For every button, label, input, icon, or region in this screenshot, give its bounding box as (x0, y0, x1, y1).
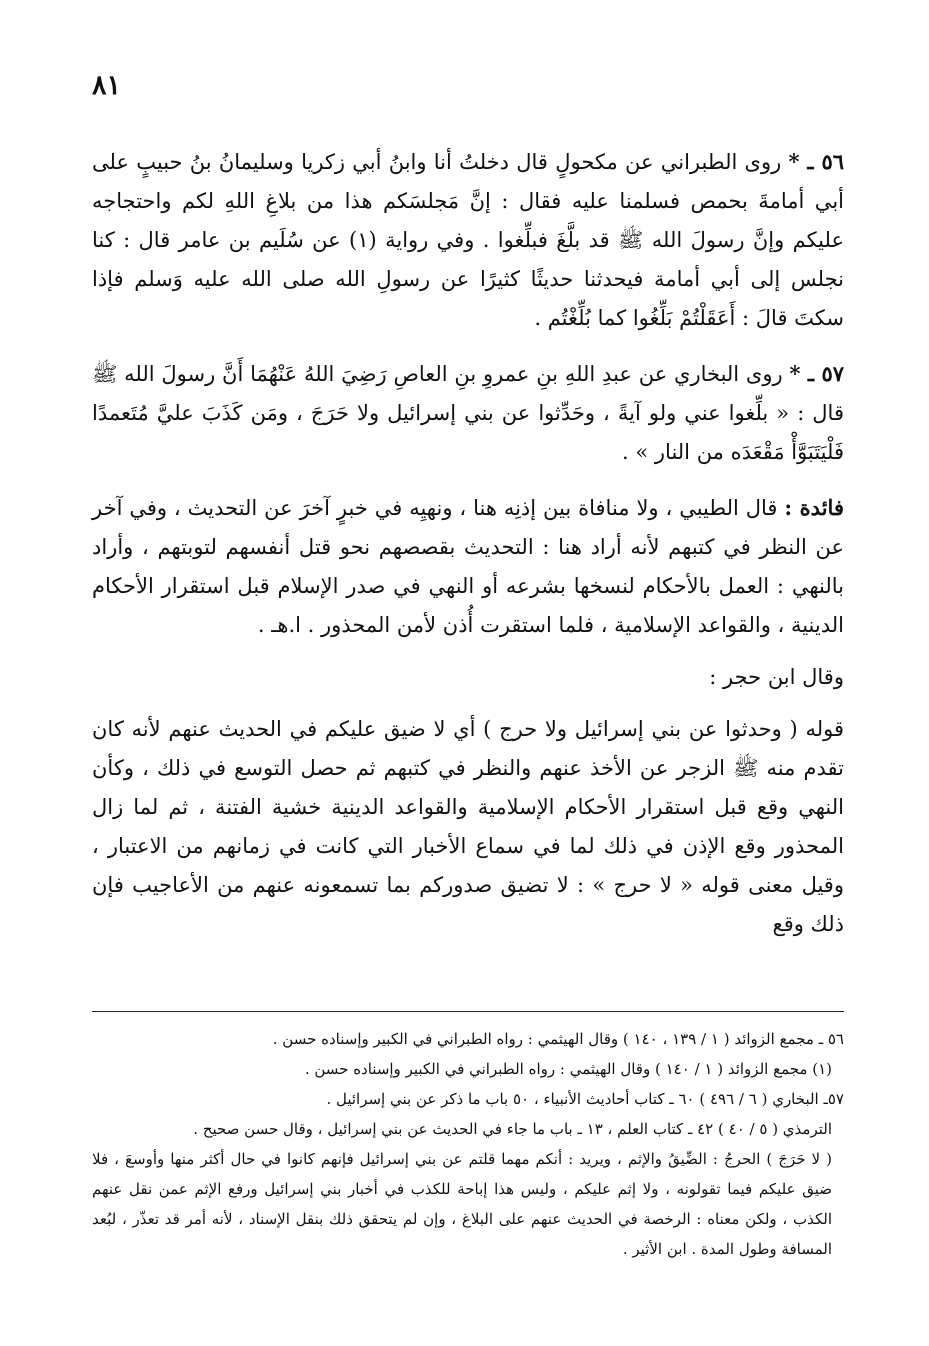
hadith-number: ٥٧ ـ * (789, 361, 845, 386)
paragraph-text: قوله ( وحدثوا عن بني إسرائيل ولا حرج ) أي لا ضيق عليكم في الحديث عنهم لأنه كان تقدم منه ﷺ الزجر عن الأخذ عنهم والنظر في كتبهم ثم حصل التوسع في ذلك ، وكأن النهي وقع قبل استقرار الأحكام الإسلامية والقواعد الدينية خشية الفتنة ، ثم لما زال المحذور وقع الإذن في ذلك لما في سماع الأخبار التي كانت في زمانهم من الاعتبار ، وقيل معنى قوله « لا حرج » : لا تضيق صدوركم بما تسمعونه عنهم من الأعاجيب فإن ذلك وقع (92, 717, 844, 936)
footnotes (92, 1024, 844, 1264)
footnote-57: ٥٧ـ البخاري ( ٦ / ٤٩٦ ) ٦٠ ـ كتاب أحاديث الأنبياء ، ٥٠ باب ما ذكر عن بني إسرائيل . (326, 1090, 844, 1108)
paragraph-benefit (92, 488, 844, 645)
paragraph-ibn-hajar-commentary (92, 710, 844, 944)
main-text (92, 142, 844, 944)
paragraph-text: قال الطيبي ، ولا منافاة بين إذنِه هنا ، ونهيِه في خبرٍ آخرَ عن التحديث ، وفي آخر عن النظر في كتبهم لأنه أراد هنا : التحديث بقصصهم نحو قتل أنفسهم لتوبتهم ، وأراد بالنهي : العمل بالأحكام لنسخها بشرعه أو النهي في صدر الإسلام قبل استقرار الأحكام الدينية ، والقواعد الإسلامية ، فلما استقرت أُذن لأمن المحذور . ا.هـ . (92, 496, 844, 637)
paragraph-text: روى الطبراني عن مكحولٍ قال دخلتُ أنا وابنُ أبي زكريا وسليمانُ بنُ حبيبٍ على أبي أمامةَ بحمص فسلمنا عليه فقال : إنَّ مَجلسَكم هذا من بلاغِ اللهِ لكم واحتجاجه عليكم وإنَّ رسولَ الله ﷺ قد بلَّغَ فبلِّغوا . وفي رواية (١) عن سُلَيم بن عامر قال : كنا نجلس إلى أبي أمامة فيحدثنا حديثًا كثيرًا عن رسولِ الله صلى الله عليه وَسلم فإذا سكتَ قالَ : أَعَقَلْتُمْ بَلِّغُوا كما بُلِّغْتُم . (92, 150, 844, 330)
hadith-number: ٥٦ ـ * (788, 149, 844, 174)
footnote-no-haraj: ( لا حَرَجَ ) الحرجُ : الضِّيقُ والإثم ، ويريد : أنكم مهما قلتم عن بني إسرائيل فإنهم كانوا في حال أكثر منها وأوسعَ ، فلا ضيق عليكم فيما تقولونه ، ولا إثم عليكم ، وليس هذا إباحة للكذب في أخبار بني إسرائيل ورفع الإثم عمن نقل عنهم الكذب ، ولكن معناه : الرخصة في الحديث عنهم على البلاغ ، وإن لم يتحقق ذلك بنقل الإسناد ، لأنه أمر قد تعذّر ، لبُعد المسافة وطول المدة . ابن الأثير . (92, 1150, 832, 1258)
paragraph-text: روى البخاري عن عبدِ اللهِ بنِ عمروِ بنِ العاصِ رَضِيَ اللهُ عَنْهُمَا أَنَّ رسولَ الله ﷺ قال : « بلِّغوا عني ولو آيةً ، وحَدِّثوا عن بني إسرائيل ولا حَرَجَ ، ومَن كَذَبَ عليَّ مُتَعمدًا فَلْيَتَبَوَّأْ مَقْعَدَه من النار » . (92, 362, 844, 464)
page-number: ٨١ (92, 70, 122, 101)
footnote-tirmidhi: الترمذي ( ٥ / ٤٠ ) ٤٢ ـ كتاب العلم ، ١٣ ـ باب ما جاء في الحديث عن بني إسرائيل ، وقال حسن صحيح . (193, 1120, 832, 1138)
footnote-divider (92, 1011, 844, 1012)
paragraph-hadith-57 (92, 354, 844, 472)
footnote-56: ٥٦ ـ مجمع الزوائد ( ١ / ١٣٩ ، ١٤٠ ) وقال الهيثمي : رواه الطبراني في الكبير وإسناده حسن . (272, 1030, 844, 1048)
paragraph-text: وقال ابن حجر : (709, 665, 844, 689)
benefit-label: فائدة : (784, 495, 844, 520)
footnote-1: (١) مجمع الزوائد ( ١ / ١٤٠ ) وقال الهيثمي : رواه الطبراني في الكبير وإسناده حسن . (304, 1060, 832, 1078)
paragraph-hadith-56 (92, 142, 844, 338)
paragraph-ibn-hajar-intro (92, 658, 844, 697)
